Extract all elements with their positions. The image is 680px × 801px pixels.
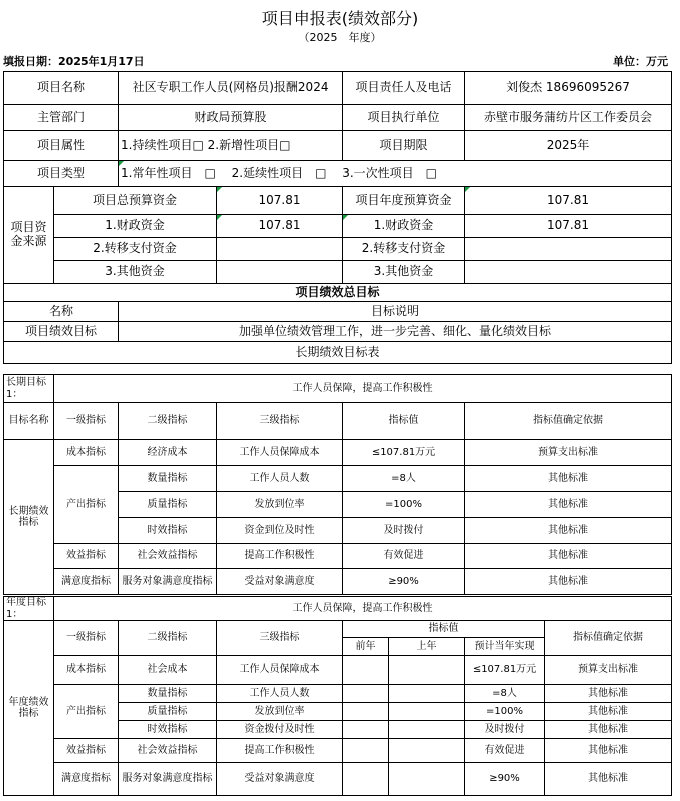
an-l3: 受益对象满意度 [217, 763, 343, 796]
table-row [4, 440, 672, 466]
an-basis: 其他标准 [545, 685, 672, 703]
an-basis: 预算支出标准 [545, 656, 672, 685]
project-info-table [3, 71, 672, 364]
lt-l2: 社会效益指标 [119, 544, 217, 569]
an-cost-l1: 成本指标 [54, 656, 119, 685]
an-output-l1: 产出指标 [54, 685, 119, 739]
an-last [389, 703, 465, 721]
lt-basis: 其他标准 [465, 518, 672, 544]
annual-goal-label: 年度目标1： [4, 597, 54, 621]
an-prev [343, 763, 389, 796]
attr-label: 项目属性 [4, 131, 119, 161]
an-prev [343, 703, 389, 721]
an-l3: 提高工作积极性 [217, 739, 343, 763]
total-budget-value: 107.81 [217, 187, 343, 215]
lt-value: 有效促进 [343, 544, 465, 569]
lt-l3: 工作人员人数 [217, 466, 343, 492]
lt-l3: 资金到位及时性 [217, 518, 343, 544]
transfer-funds-annual-label: 2.转移支付资金 [343, 238, 465, 261]
page-title: 项目申报表(绩效部分) [261, 9, 419, 28]
lt-value: ≤107.81万元 [343, 440, 465, 466]
attr-value: 1.持续性项目□ 2.新增性项目□ [119, 131, 343, 161]
lt-basis: 预算支出标准 [465, 440, 672, 466]
transfer-funds-annual-value [465, 238, 672, 261]
an-last [389, 763, 465, 796]
table-row [4, 739, 672, 763]
table-row [4, 763, 672, 796]
lt-value: =100% [343, 492, 465, 518]
an-last [389, 685, 465, 703]
an-basis: 其他标准 [545, 703, 672, 721]
an-expect: 有效促进 [465, 739, 545, 763]
lt-l2: 质量指标 [119, 492, 217, 518]
an-satis-l1: 满意度指标 [54, 763, 119, 796]
period-value: 2025年 [465, 131, 672, 161]
lt-basis: 其他标准 [465, 544, 672, 569]
lt-header-basis: 指标值确定依据 [465, 403, 672, 440]
an-header-prev: 前年 [343, 638, 389, 656]
table-row [4, 466, 672, 492]
an-l3: 资金拨付及时性 [217, 721, 343, 739]
total-budget-label: 项目总预算资金 [54, 187, 217, 215]
other-funds-label: 3.其他资金 [54, 261, 217, 284]
an-l3: 工作人员保障成本 [217, 656, 343, 685]
an-header-l3: 三级指标 [217, 621, 343, 656]
lt-value: ≥90% [343, 569, 465, 595]
an-expect: =8人 [465, 685, 545, 703]
lt-group-label: 长期绩效指标 [4, 440, 54, 595]
longterm-goal-value: 工作人员保障，提高工作积极性 [54, 375, 672, 403]
exec-unit-label: 项目执行单位 [343, 105, 465, 131]
lt-header-l1: 一级指标 [54, 403, 119, 440]
project-name-label: 项目名称 [4, 72, 119, 105]
fin-funds-label: 1.财政资金 [54, 215, 217, 238]
table-row [4, 685, 672, 703]
fin-funds-annual-label: 1.财政资金 [343, 215, 465, 238]
an-prev [343, 656, 389, 685]
an-l3: 工作人员人数 [217, 685, 343, 703]
lt-l3: 工作人员保障成本 [217, 440, 343, 466]
overall-goal-title: 项目绩效总目标 [4, 284, 672, 302]
unit-label: 单位：万元 [613, 55, 668, 68]
longterm-table [3, 374, 672, 595]
an-l2: 服务对象满意度指标 [119, 763, 217, 796]
an-header-expect: 预计当年实现 [465, 638, 545, 656]
lt-value: =8人 [343, 466, 465, 492]
an-prev [343, 739, 389, 763]
transfer-funds-label: 2.转移支付资金 [54, 238, 217, 261]
an-last [389, 721, 465, 739]
table-row [4, 544, 672, 569]
fill-date: 填报日期：2025年1月17日 [3, 55, 145, 68]
fin-funds-value: 107.81 [217, 215, 343, 238]
annual-goal-value: 工作人员保障，提高工作积极性 [54, 597, 672, 621]
period-label: 项目期限 [343, 131, 465, 161]
annual-budget-value: 107.81 [465, 187, 672, 215]
an-prev [343, 685, 389, 703]
transfer-funds-value [217, 238, 343, 261]
an-l2: 时效指标 [119, 721, 217, 739]
lt-value: 及时拨付 [343, 518, 465, 544]
goal-value: 加强单位绩效管理工作，进一步完善、细化、量化绩效目标 [119, 322, 672, 342]
an-expect: ≥90% [465, 763, 545, 796]
lt-l2: 服务对象满意度指标 [119, 569, 217, 595]
annual-table [3, 596, 672, 796]
an-expect: ≤107.81万元 [465, 656, 545, 685]
dept-label: 主管部门 [4, 105, 119, 131]
an-basis: 其他标准 [545, 721, 672, 739]
longterm-goal-label: 长期目标1： [4, 375, 54, 403]
an-l2: 数量指标 [119, 685, 217, 703]
annual-budget-label: 项目年度预算资金 [343, 187, 465, 215]
lt-header-l3: 三级指标 [217, 403, 343, 440]
lt-basis: 其他标准 [465, 569, 672, 595]
goal-desc-header: 目标说明 [119, 302, 672, 322]
type-value: 1.常年性项目 □ 2.延续性项目 □ 3.一次性项目 □ [119, 161, 672, 187]
an-last [389, 656, 465, 685]
other-funds-annual-label: 3.其他资金 [343, 261, 465, 284]
leader-label: 项目责任人及电话 [343, 72, 465, 105]
table-row [4, 656, 672, 685]
table-row [4, 569, 672, 595]
an-basis: 其他标准 [545, 739, 672, 763]
lt-basis: 其他标准 [465, 466, 672, 492]
lt-header-value: 指标值 [343, 403, 465, 440]
lt-l3: 发放到位率 [217, 492, 343, 518]
an-header-l1: 一级指标 [54, 621, 119, 656]
goal-label: 项目绩效目标 [4, 322, 119, 342]
lt-l3: 受益对象满意度 [217, 569, 343, 595]
lt-basis: 其他标准 [465, 492, 672, 518]
an-prev [343, 721, 389, 739]
an-header-l2: 二级指标 [119, 621, 217, 656]
lt-effect-l1: 效益指标 [54, 544, 119, 569]
lt-cost-l1: 成本指标 [54, 440, 119, 466]
an-l2: 社会效益指标 [119, 739, 217, 763]
an-expect: =100% [465, 703, 545, 721]
lt-header-l2: 二级指标 [119, 403, 217, 440]
an-l2: 社会成本 [119, 656, 217, 685]
an-header-last: 上年 [389, 638, 465, 656]
an-header-value: 指标值 [343, 621, 545, 638]
fin-funds-annual-value: 107.81 [465, 215, 672, 238]
goal-name-header: 名称 [4, 302, 119, 322]
an-header-basis: 指标值确定依据 [545, 621, 672, 656]
lt-l2: 经济成本 [119, 440, 217, 466]
year-line: （2025 年度） [298, 31, 382, 44]
other-funds-value [217, 261, 343, 284]
funds-source-label: 项目资金来源 [4, 187, 54, 284]
an-l3: 发放到位率 [217, 703, 343, 721]
dept-value: 财政局预算股 [119, 105, 343, 131]
lt-l2: 数量指标 [119, 466, 217, 492]
an-expect: 及时拨付 [465, 721, 545, 739]
an-last [389, 739, 465, 763]
an-effect-l1: 效益指标 [54, 739, 119, 763]
project-name-value: 社区专职工作人员(网格员)报酬2024 [119, 72, 343, 105]
type-label: 项目类型 [4, 161, 119, 187]
other-funds-annual-value [465, 261, 672, 284]
an-basis: 其他标准 [545, 763, 672, 796]
leader-value: 刘俊杰 18696095267 [465, 72, 672, 105]
lt-l3: 提高工作积极性 [217, 544, 343, 569]
lt-l2: 时效指标 [119, 518, 217, 544]
exec-unit-value: 赤壁市服务蒲纺片区工作委员会 [465, 105, 672, 131]
an-l2: 质量指标 [119, 703, 217, 721]
lt-header-name: 目标名称 [4, 403, 54, 440]
longterm-title: 长期绩效目标表 [4, 342, 672, 364]
an-group-label: 年度绩效指标 [4, 621, 54, 796]
lt-output-l1: 产出指标 [54, 466, 119, 544]
lt-satis-l1: 满意度指标 [54, 569, 119, 595]
